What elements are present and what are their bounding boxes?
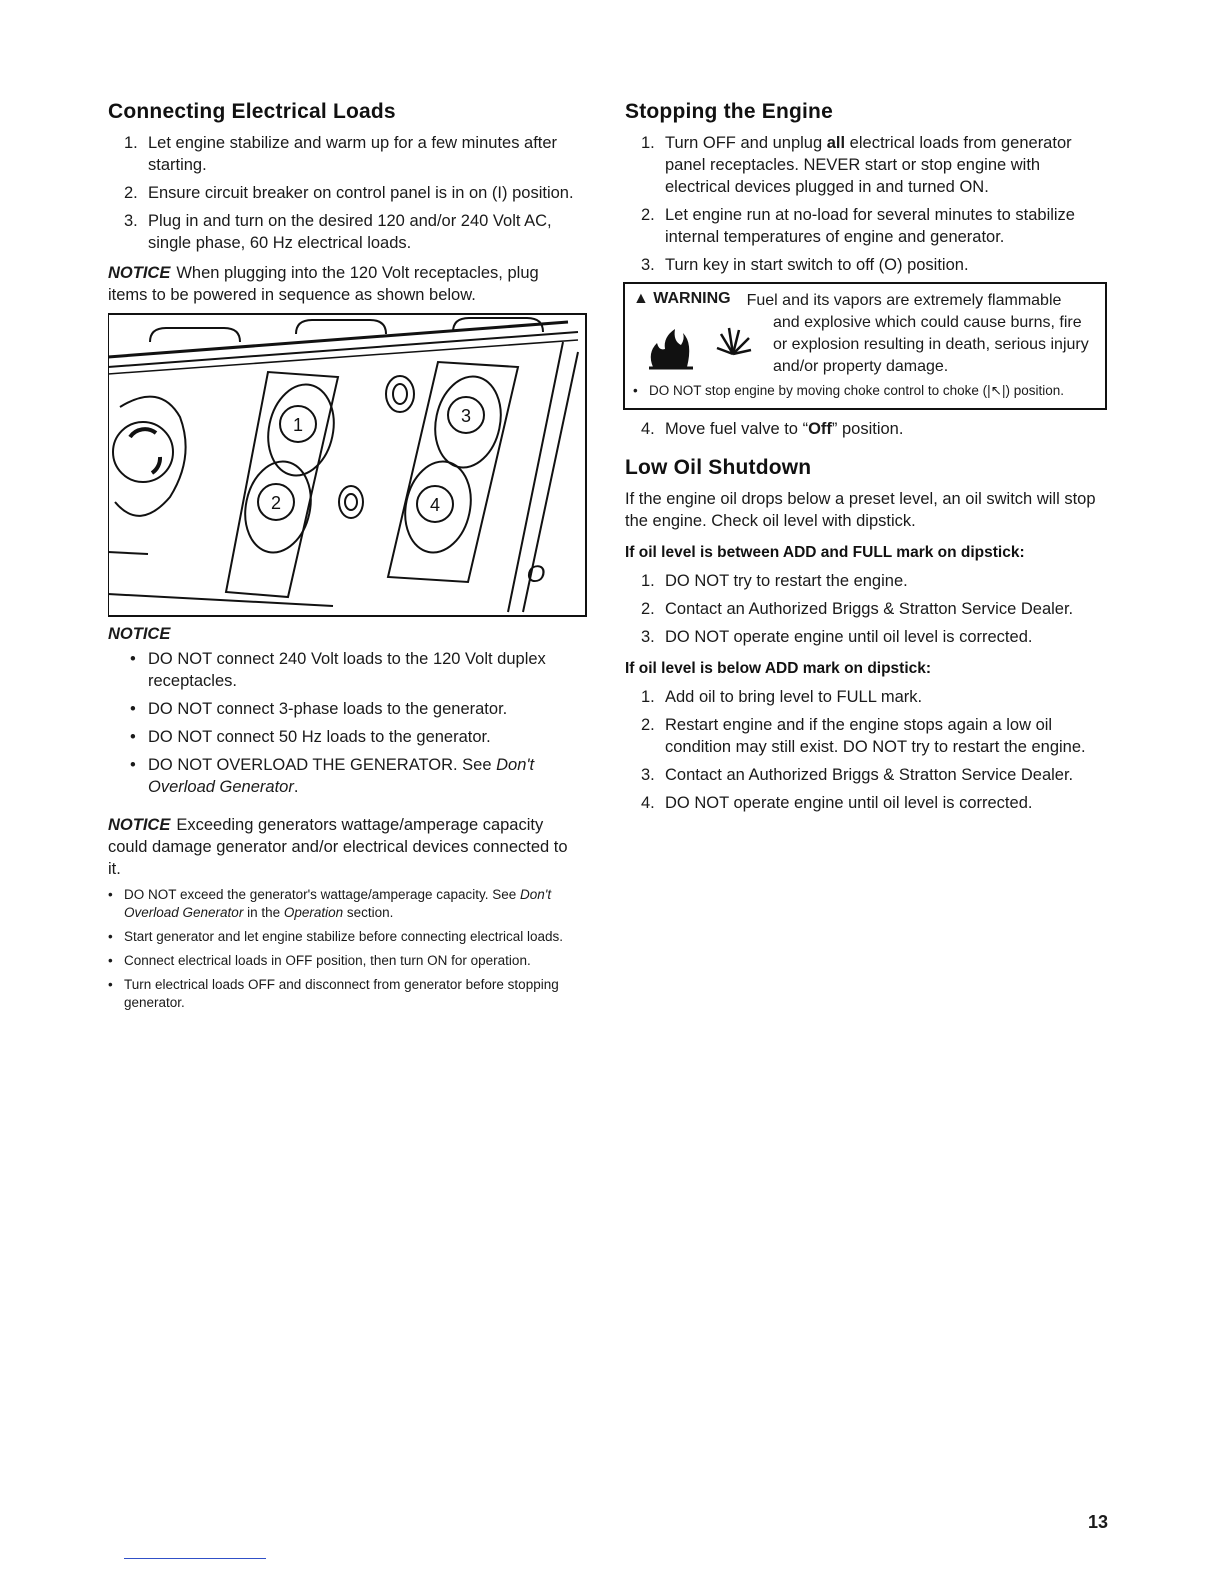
low-oil-heading: Low Oil Shutdown <box>625 456 812 479</box>
list-item: 1. Add oil to bring level to FULL mark. <box>641 688 923 706</box>
list-item: 2. Ensure circuit breaker on control panel is in on (I) position. <box>124 184 574 202</box>
list-item: • Turn electrical loads OFF and disconnect from generator before stopping generator. <box>108 977 559 1010</box>
footer-rule <box>124 1558 266 1559</box>
list-item: • DO NOT connect 50 Hz loads to the generator. <box>130 728 491 746</box>
connecting-steps <box>108 132 578 254</box>
receptacle-label-3: 3 <box>460 406 472 426</box>
list-item: 2. Contact an Authorized Briggs & Stratton Service Dealer. <box>641 600 1074 618</box>
notice-bullets <box>108 648 578 798</box>
list-item: 1. DO NOT try to restart the engine. <box>641 572 908 590</box>
list-item: 2. Let engine run at no-load for several minutes to stabilize internal temperatures of engine and generator. <box>641 206 1075 246</box>
list-item: 1. Let engine stabilize and warm up for a few minutes after starting. <box>124 134 558 174</box>
fire-explosion-icon <box>633 312 773 372</box>
list-item: • Start generator and let engine stabilize before connecting electrical loads. <box>108 929 564 944</box>
list-item: 3. DO NOT operate engine until oil level is corrected. <box>641 628 1033 646</box>
right-column <box>625 100 1107 820</box>
stopping-engine-heading: Stopping the Engine <box>625 100 833 123</box>
notice-label: NOTICE <box>108 816 171 834</box>
list-item: • Connect electrical loads in OFF position, then turn ON for operation. <box>108 953 531 968</box>
list-item: 4. DO NOT operate engine until oil level is corrected. <box>641 794 1033 812</box>
notice-label: NOTICE <box>108 625 171 643</box>
receptacle-illustration <box>108 312 588 619</box>
left-column <box>108 100 578 1018</box>
notice-sequence: NOTICE When plugging into the 120 Volt receptacles, plug items to be powered in sequence as shown below. <box>108 264 539 304</box>
list-item: 2. Restart engine and if the engine stops again a low oil condition may still exist. DO NOT try to restart the engine. <box>641 716 1086 756</box>
stopping-step-4 <box>625 418 1107 440</box>
list-item: • DO NOT exceed the generator's wattage/amperage capacity. See Don't Overload Generator in the Operation section. <box>108 887 552 920</box>
low-oil-intro: If the engine oil drops below a preset level, an oil switch will stop the engine. Check oil level with dipstick. <box>625 490 1096 530</box>
receptacle-label-2: 2 <box>270 493 282 513</box>
oil-between-subheading: If oil level is between ADD and FULL mark on dipstick: <box>625 544 1025 561</box>
list-item: • DO NOT OVERLOAD THE GENERATOR. See Don't Overload Generator. <box>130 756 535 796</box>
notice-label: NOTICE <box>108 264 171 282</box>
warning-triangle-icon: ▲ <box>633 290 654 307</box>
notice-capacity: NOTICE Exceeding generators wattage/amperage capacity could damage generator and/or electrical devices connected to it. <box>108 816 568 878</box>
warning-bullet: • DO NOT stop engine by moving choke control to choke (|↖|) position. <box>633 383 1065 398</box>
receptacle-panel-drawing <box>108 312 588 619</box>
oil-between-steps <box>625 570 1107 648</box>
oil-below-steps <box>625 686 1107 814</box>
warning-title: ▲ WARNING <box>633 290 731 307</box>
stopping-steps <box>625 132 1107 276</box>
oil-below-subheading: If oil level is below ADD mark on dipstick: <box>625 660 932 677</box>
list-item: 4. Move fuel valve to “Off” position. <box>641 420 904 438</box>
corner-label: O <box>526 561 546 588</box>
choke-symbol-icon: |↖| <box>987 383 1006 398</box>
warning-box: ▲ WARNING Fuel and its vapors are extremely flammable and explosive which could cause burns, fire or explosion resulting in death, serious injury and/or property damage. • DO NOT stop engine by moving choke control to choke (|↖|) position. <box>623 282 1107 410</box>
list-item: • DO NOT connect 240 Volt loads to the 120 Volt duplex receptacles. <box>130 650 546 690</box>
capacity-bullets <box>108 886 578 1012</box>
list-item: 3. Turn key in start switch to off (O) position. <box>641 256 969 274</box>
list-item: • DO NOT connect 3-phase loads to the generator. <box>130 700 508 718</box>
connecting-loads-heading: Connecting Electrical Loads <box>108 100 396 123</box>
page-number: 13 <box>1088 1512 1109 1532</box>
receptacle-label-1: 1 <box>292 415 304 435</box>
receptacle-label-4: 4 <box>429 495 441 515</box>
list-item: 3. Contact an Authorized Briggs & Stratton Service Dealer. <box>641 766 1074 784</box>
list-item: 1. Turn OFF and unplug all electrical loads from generator panel receptacles. NEVER start or stop engine with electrical devices plugged in and turned ON. <box>641 134 1072 196</box>
list-item: 3. Plug in and turn on the desired 120 and/or 240 Volt AC, single phase, 60 Hz electrical loads. <box>124 212 552 252</box>
